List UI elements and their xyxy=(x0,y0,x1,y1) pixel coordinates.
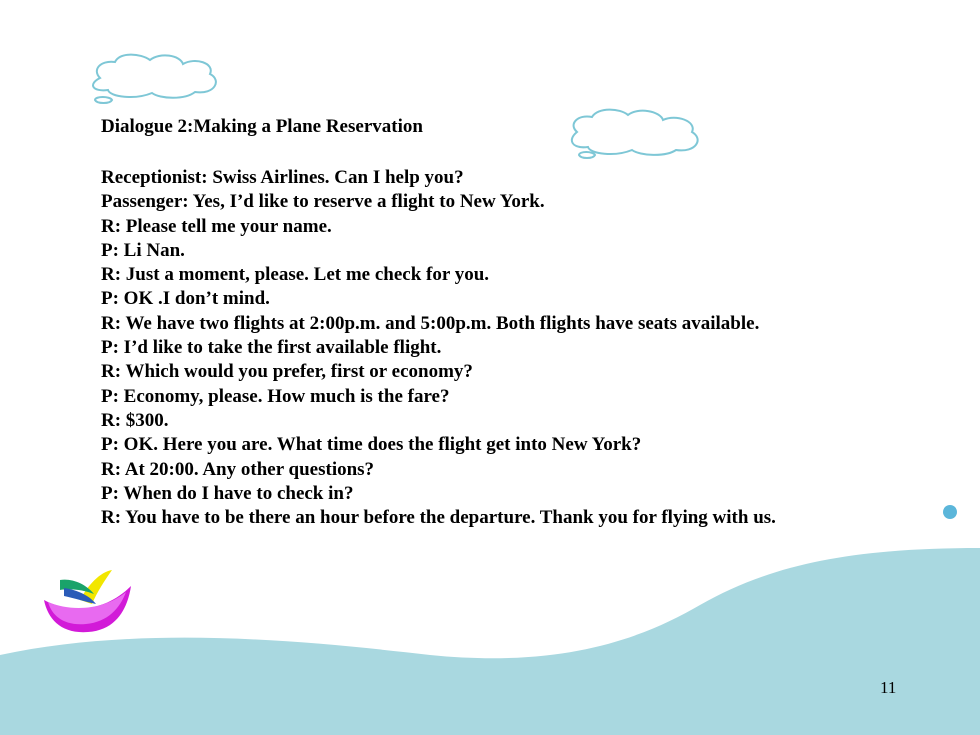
cloud-right-icon xyxy=(572,110,698,158)
dialogue-line: P: OK .I don’t mind. xyxy=(101,288,270,310)
dialogue-line: R: $300. xyxy=(101,409,169,431)
dialogue-line: P: Li Nan. xyxy=(101,239,185,261)
cloud-left-icon xyxy=(93,55,216,103)
blue-dot-icon xyxy=(943,505,957,519)
dialogue-line: Passenger: Yes, I’d like to reserve a flight to New York. xyxy=(101,191,545,213)
dialogue-line: P: Economy, please. How much is the fare? xyxy=(101,385,450,407)
logo-boat-icon xyxy=(44,570,131,632)
page-number: 11 xyxy=(880,678,897,697)
dialogue-line: R: Just a moment, please. Let me check for you. xyxy=(101,264,490,286)
dialogue-line: Receptionist: Swiss Airlines. Can I help you? xyxy=(101,167,464,188)
dialogue-line: P: OK. Here you are. What time does the flight get into New York? xyxy=(101,434,642,456)
dialogue-title: Dialogue 2:Making a Plane Reservation xyxy=(101,116,423,137)
dialogue-line: R: At 20:00. Any other questions? xyxy=(101,458,375,480)
dialogue-line: R: You have to be there an hour before the departure. Thank you for flying with us. xyxy=(101,507,776,529)
dialogue-line: R: Please tell me your name. xyxy=(101,215,332,237)
wave-shape xyxy=(0,548,980,735)
dialogue-line: P: I’d like to take the first available flight. xyxy=(101,337,442,359)
dialogue-line: R: Which would you prefer, first or economy? xyxy=(101,361,473,383)
dialogue-lines xyxy=(101,166,776,530)
dialogue-line: R: We have two flights at 2:00p.m. and 5:00p.m. Both flights have seats available. xyxy=(101,312,760,334)
dialogue-line: P: When do I have to check in? xyxy=(101,482,354,504)
